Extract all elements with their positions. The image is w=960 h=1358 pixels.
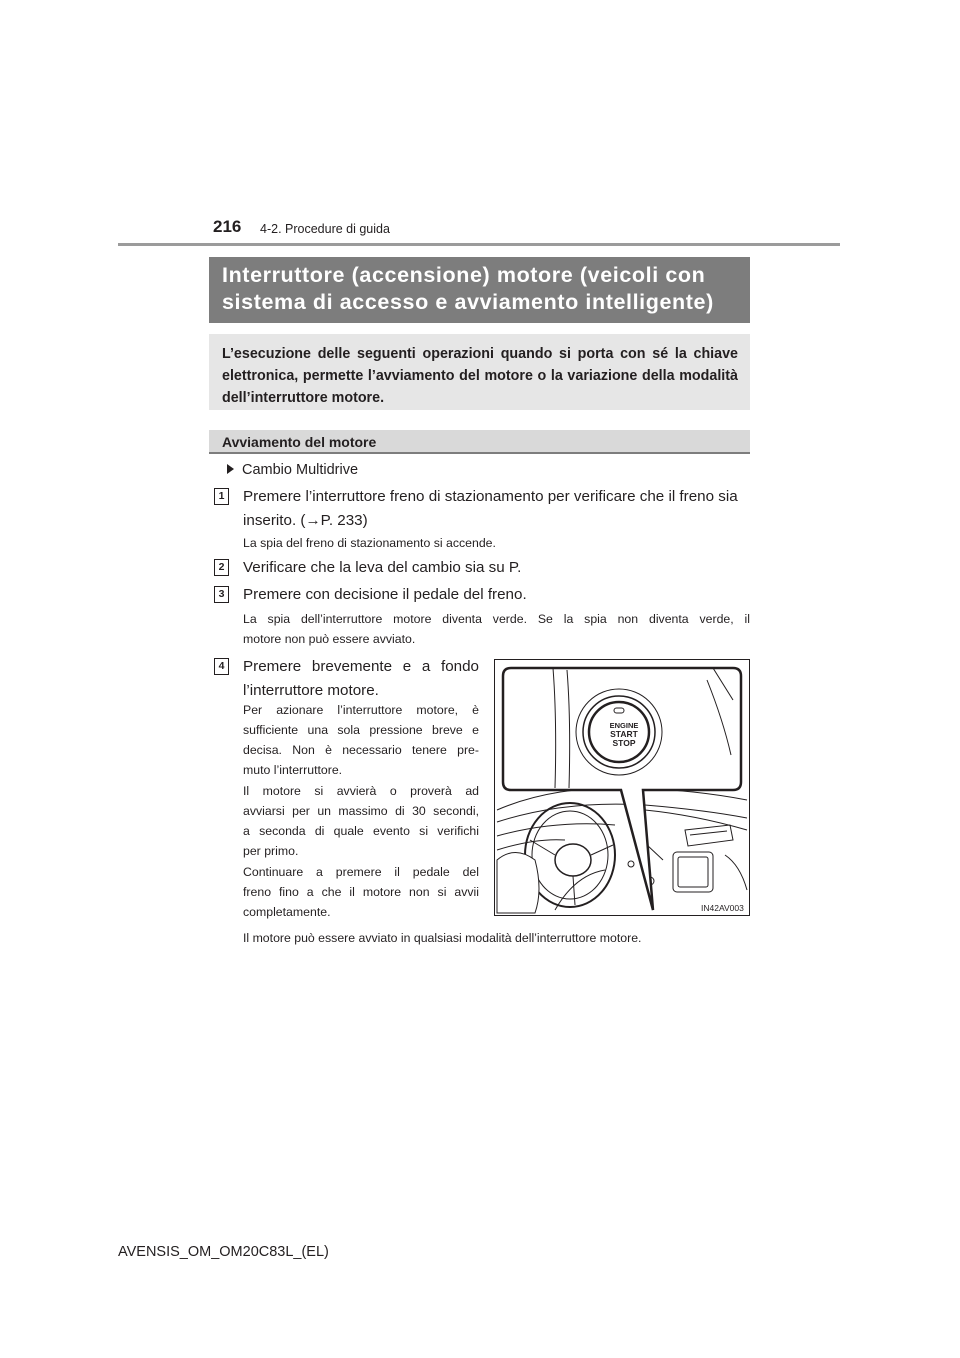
subheading [209,430,750,454]
page-title [209,257,750,323]
step-4-note-2 [243,781,479,861]
note-line: Continuare a premere il pedale del [243,865,479,879]
footer-doc-code: AVENSIS_OM_OM20C83L_(EL) [118,1244,329,1260]
illustration-code: IN42AV003 [701,903,744,913]
step-number-4: 4 [214,658,229,675]
note-line: freno fino a che il motore non si avvii [243,885,479,899]
intro-text: L’esecuzione delle seguenti operazioni quando si porta con sé la chiave elettronica, permette l’avviamento del motore o la variazione della modalità dell’interruttore motore. [222,346,738,406]
title-line-2: sistema di accesso e avviamento intelligente) [222,290,714,314]
step-4-text [243,655,479,703]
step-4-line-1: Premere brevemente e a fondo [243,658,479,675]
note-line: avviarsi per un massimo di 30 secondi, [243,804,479,818]
step-number-3: 3 [214,586,229,603]
step-4-note-3 [243,862,479,922]
step-number-2: 2 [214,559,229,576]
triangle-bullet-icon [227,464,234,474]
note-line: Il motore si avvierà o proverà ad [243,784,479,798]
step-4-line-2: l’interruttore motore. [243,682,379,699]
button-label-engine: ENGINE [609,721,639,730]
note-line: decisa. Non è necessario tenere pre- [243,743,479,757]
step-3-text: Premere con decisione il pedale del freno. [243,586,527,603]
note-line: muto l’interruttore. [243,763,343,777]
header-divider [118,243,840,246]
step-3-note-line-1: La spia dell’interruttore motore diventa verde. Se la spia non diventa verde, il [243,612,750,626]
note-line: a seconda di quale evento si verifichi [243,824,479,838]
button-label-stop: STOP [612,738,636,748]
page-number: 216 [213,217,242,236]
note-line: completamente. [243,905,331,919]
bullet-item [227,462,358,478]
title-line-1: Interruttore (accensione) motore (veicoli con [222,263,706,287]
engine-button-label [600,721,648,748]
note-line: sufficiente una sola pressione breve e [243,723,479,737]
step-1-note: La spia del freno di stazionamento si accende. [243,536,496,550]
button-label-start: START [610,729,638,739]
intro-box [209,334,750,410]
step-3-note-line-2: motore non può essere avviato. [243,632,416,646]
note-line: Per azionare l’interruttore motore, è [243,703,479,717]
step-4-note-1 [243,700,479,780]
step-2-text: Verificare che la leva del cambio sia su P. [243,559,522,576]
step-4-final-note: Il motore può essere avviato in qualsiasi modalità dell’interruttore motore. [243,931,642,945]
engine-switch-illustration [494,659,750,916]
engine-switch-drawing [495,660,749,915]
step-1-line-2: inserito. (→P. 233) [243,512,368,529]
subheading-label: Avviamento del motore [222,434,377,450]
step-1-line-1: Premere l’interruttore freno di stazionamento per verificare che il freno sia [243,488,738,505]
section-label: 4-2. Procedure di guida [260,222,390,236]
step-1-text [243,485,750,533]
bullet-label: Cambio Multidrive [242,462,359,478]
step-number-1: 1 [214,488,229,505]
step-3-note [243,609,750,649]
note-line: per primo. [243,844,299,858]
